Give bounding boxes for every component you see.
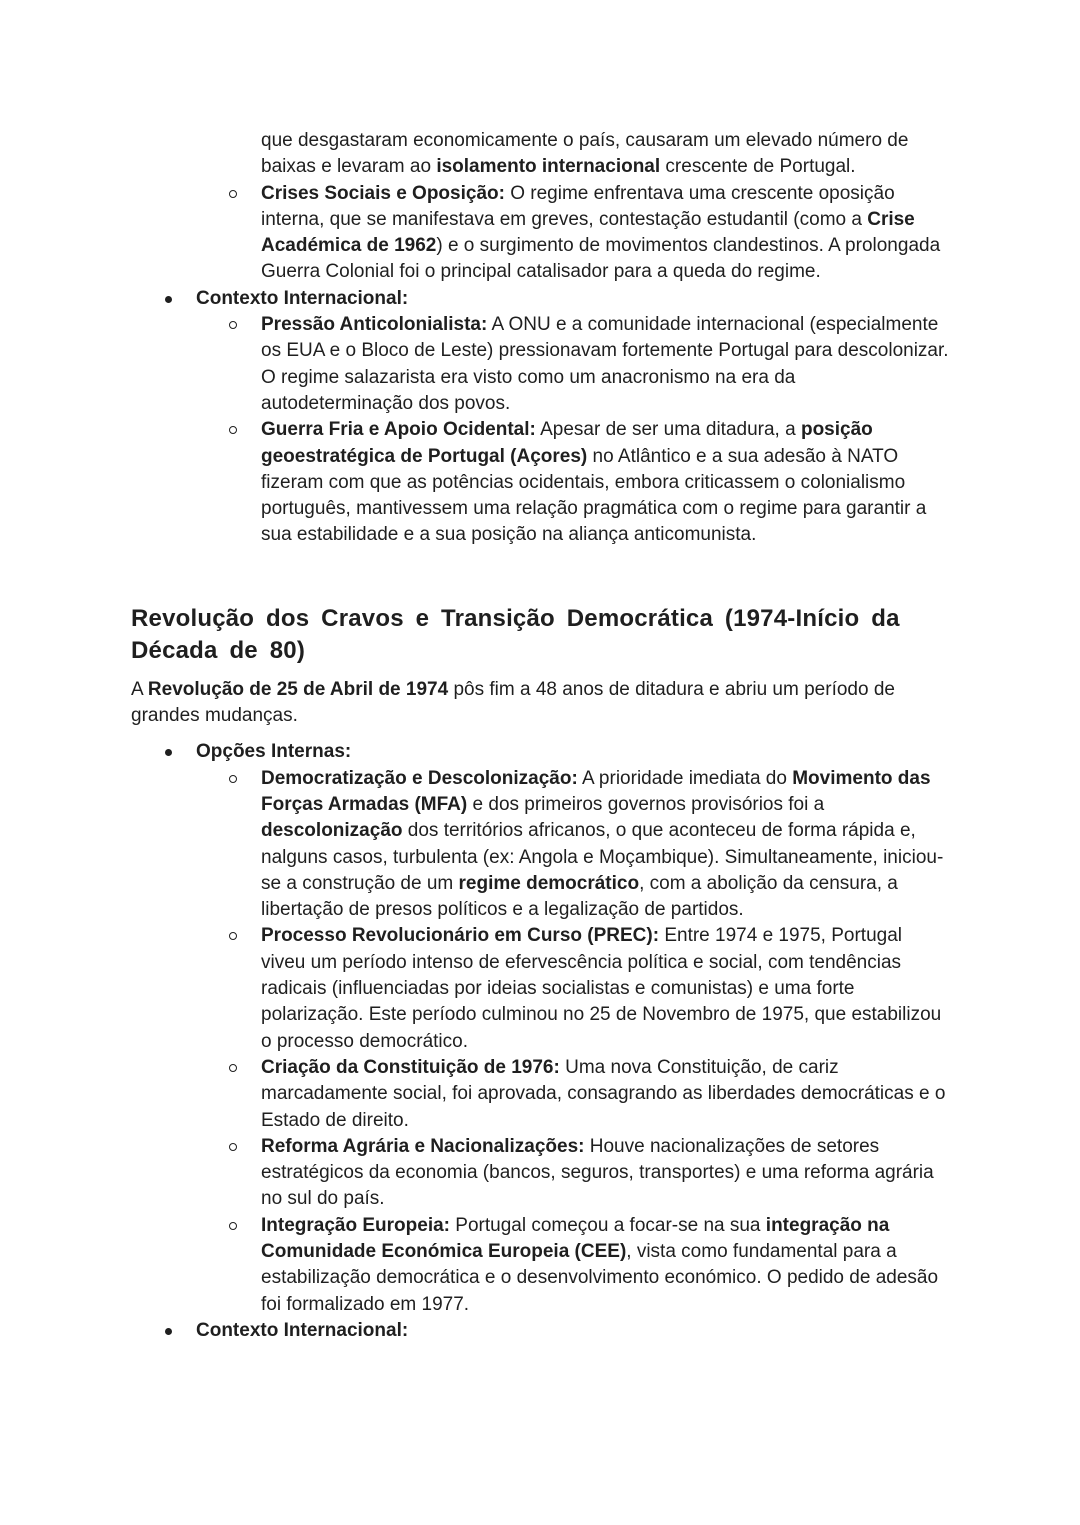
text-run: e dos primeiros governos provisórios foi a	[467, 793, 825, 815]
hollow-bullet-icon	[229, 932, 237, 940]
section-intro-paragraph	[131, 677, 951, 730]
bold-run: Movimento das Forças Armadas (MFA)	[261, 767, 931, 815]
list-item-reforma-agraria	[131, 1134, 951, 1213]
text-run: Uma nova Constituição, de cariz marcadamente social, foi aprovada, consagrando as liberdades democráticas e o Estado de direito.	[261, 1056, 946, 1131]
bullet-icon	[165, 296, 172, 303]
text-run: no Atlântico e a sua adesão à NATO fizeram com que as potências ocidentais, embora criticassem o colonialismo português, mantivessem uma relação pragmática com o regime para garantir a sua estabilidade e a sua posição na aliança anticomunista.	[261, 445, 927, 546]
list-item-pressao	[131, 312, 951, 417]
hollow-bullet-icon	[229, 426, 237, 434]
text-run: A	[131, 678, 148, 700]
text-run: A ONU e a comunidade internacional (especialmente os EUA e o Bloco de Leste) pressionavam fortemente Portugal para descolonizar. O regime salazarista era visto como um anacronismo na era da autodeterminação dos povos.	[261, 314, 949, 414]
bold-run: Opções Internas:	[196, 741, 352, 763]
top-list-1	[131, 286, 951, 549]
hollow-bullet-icon	[229, 1143, 237, 1151]
list-item-integracao-europeia	[131, 1213, 951, 1318]
list-item-guerra-fria	[131, 417, 951, 548]
bold-run: integração na Comunidade Económica Europeia (CEE)	[261, 1214, 890, 1262]
bold-run: Processo Revolucionário em Curso (PREC):	[261, 925, 660, 947]
text-run: crescente de Portugal.	[660, 156, 856, 178]
text-run: dos territórios africanos, o que aconteceu de forma rápida e, nalguns casos, turbulenta (ex: Angola e Moçambique). Simultaneamente, iniciou-se a construção de um	[261, 820, 944, 894]
bold-run: Integração Europeia:	[261, 1214, 450, 1236]
bold-run: Democratização e Descolonização:	[261, 767, 578, 789]
bold-run: isolamento internacional	[436, 156, 661, 178]
sub-list	[131, 181, 951, 286]
text-run: Houve nacionalizações de setores estratégicos da economia (bancos, seguros, transportes) e uma reforma agrária no sul do país.	[261, 1135, 934, 1210]
list-item-contexto-internacional	[131, 286, 951, 312]
bullet-icon	[165, 1328, 172, 1335]
hollow-bullet-icon	[229, 321, 237, 329]
bold-run: posição geoestratégica de Portugal (Açores)	[261, 419, 873, 467]
continuation-paragraph	[261, 128, 951, 181]
text-run: Portugal começou a focar-se na sua	[450, 1214, 766, 1236]
top-list-2	[131, 739, 951, 1344]
bold-run: Guerra Fria e Apoio Ocidental:	[261, 419, 536, 441]
bold-run: regime democrático	[458, 872, 640, 894]
list-item-opcoes-internas	[131, 739, 951, 765]
list-item-constituicao	[131, 1055, 951, 1134]
hollow-bullet-icon	[229, 1064, 237, 1072]
document-body	[131, 128, 951, 1344]
list-item-prec	[131, 923, 951, 1054]
section-heading: Revolução dos Cravos e Transição Democrática (1974-Início da Década de 80)	[131, 604, 900, 664]
text-run: ) e o surgimento de movimentos clandestinos. A prolongada Guerra Colonial foi o principal catalisador para a queda do regime.	[261, 235, 941, 283]
text-run: O regime enfrentava uma crescente oposição interna, que se manifestava em greves, contestação estudantil (como a	[261, 182, 895, 230]
bold-run: Pressão Anticolonialista:	[261, 314, 488, 336]
bold-run: descolonização	[261, 820, 403, 842]
text-run: , com a abolição da censura, a libertação de presos políticos e a legalização de partidos.	[261, 872, 898, 921]
bold-run: Reforma Agrária e Nacionalizações:	[261, 1135, 585, 1157]
bullet-icon	[165, 749, 172, 756]
hollow-bullet-icon	[229, 1222, 237, 1230]
bold-run: Crises Sociais e Oposição:	[261, 182, 505, 204]
hollow-bullet-icon	[229, 775, 237, 783]
text-run: Entre 1974 e 1975, Portugal viveu um período intenso de efervescência política e social, com tendências radicais (influenciadas por ideias socialistas e comunistas) e uma forte polarização. Este período culminou no 25 de Novembro de 1975, que estabilizou o processo democrático.	[261, 925, 942, 1052]
text-run: que desgastaram economicamente o país, causaram um elevado número de baixas e levaram ao	[261, 130, 909, 178]
text-run: Apesar de ser uma ditadura, a	[535, 419, 801, 441]
bold-run: Criação da Constituição de 1976:	[261, 1056, 560, 1078]
list-item-crises	[131, 181, 951, 286]
text-run: A prioridade imediata do	[577, 767, 793, 789]
bold-run: Revolução de 25 de Abril de 1974	[147, 678, 449, 700]
text-run: , vista como fundamental para a estabilização democrática e o desenvolvimento económico. O pedido de adesão foi formalizado em 1977.	[261, 1240, 939, 1315]
text-run: pôs fim a 48 anos de ditadura e abriu um período de grandes mudanças.	[131, 678, 895, 727]
list-item-democratizacao	[131, 766, 951, 924]
bold-run: Contexto Internacional:	[196, 1319, 409, 1341]
hollow-bullet-icon	[229, 190, 237, 198]
bold-run: Contexto Internacional:	[196, 287, 409, 309]
bold-run: Crise Académica de 1962	[261, 208, 915, 257]
list-item-contexto-internacional-2	[131, 1318, 951, 1344]
